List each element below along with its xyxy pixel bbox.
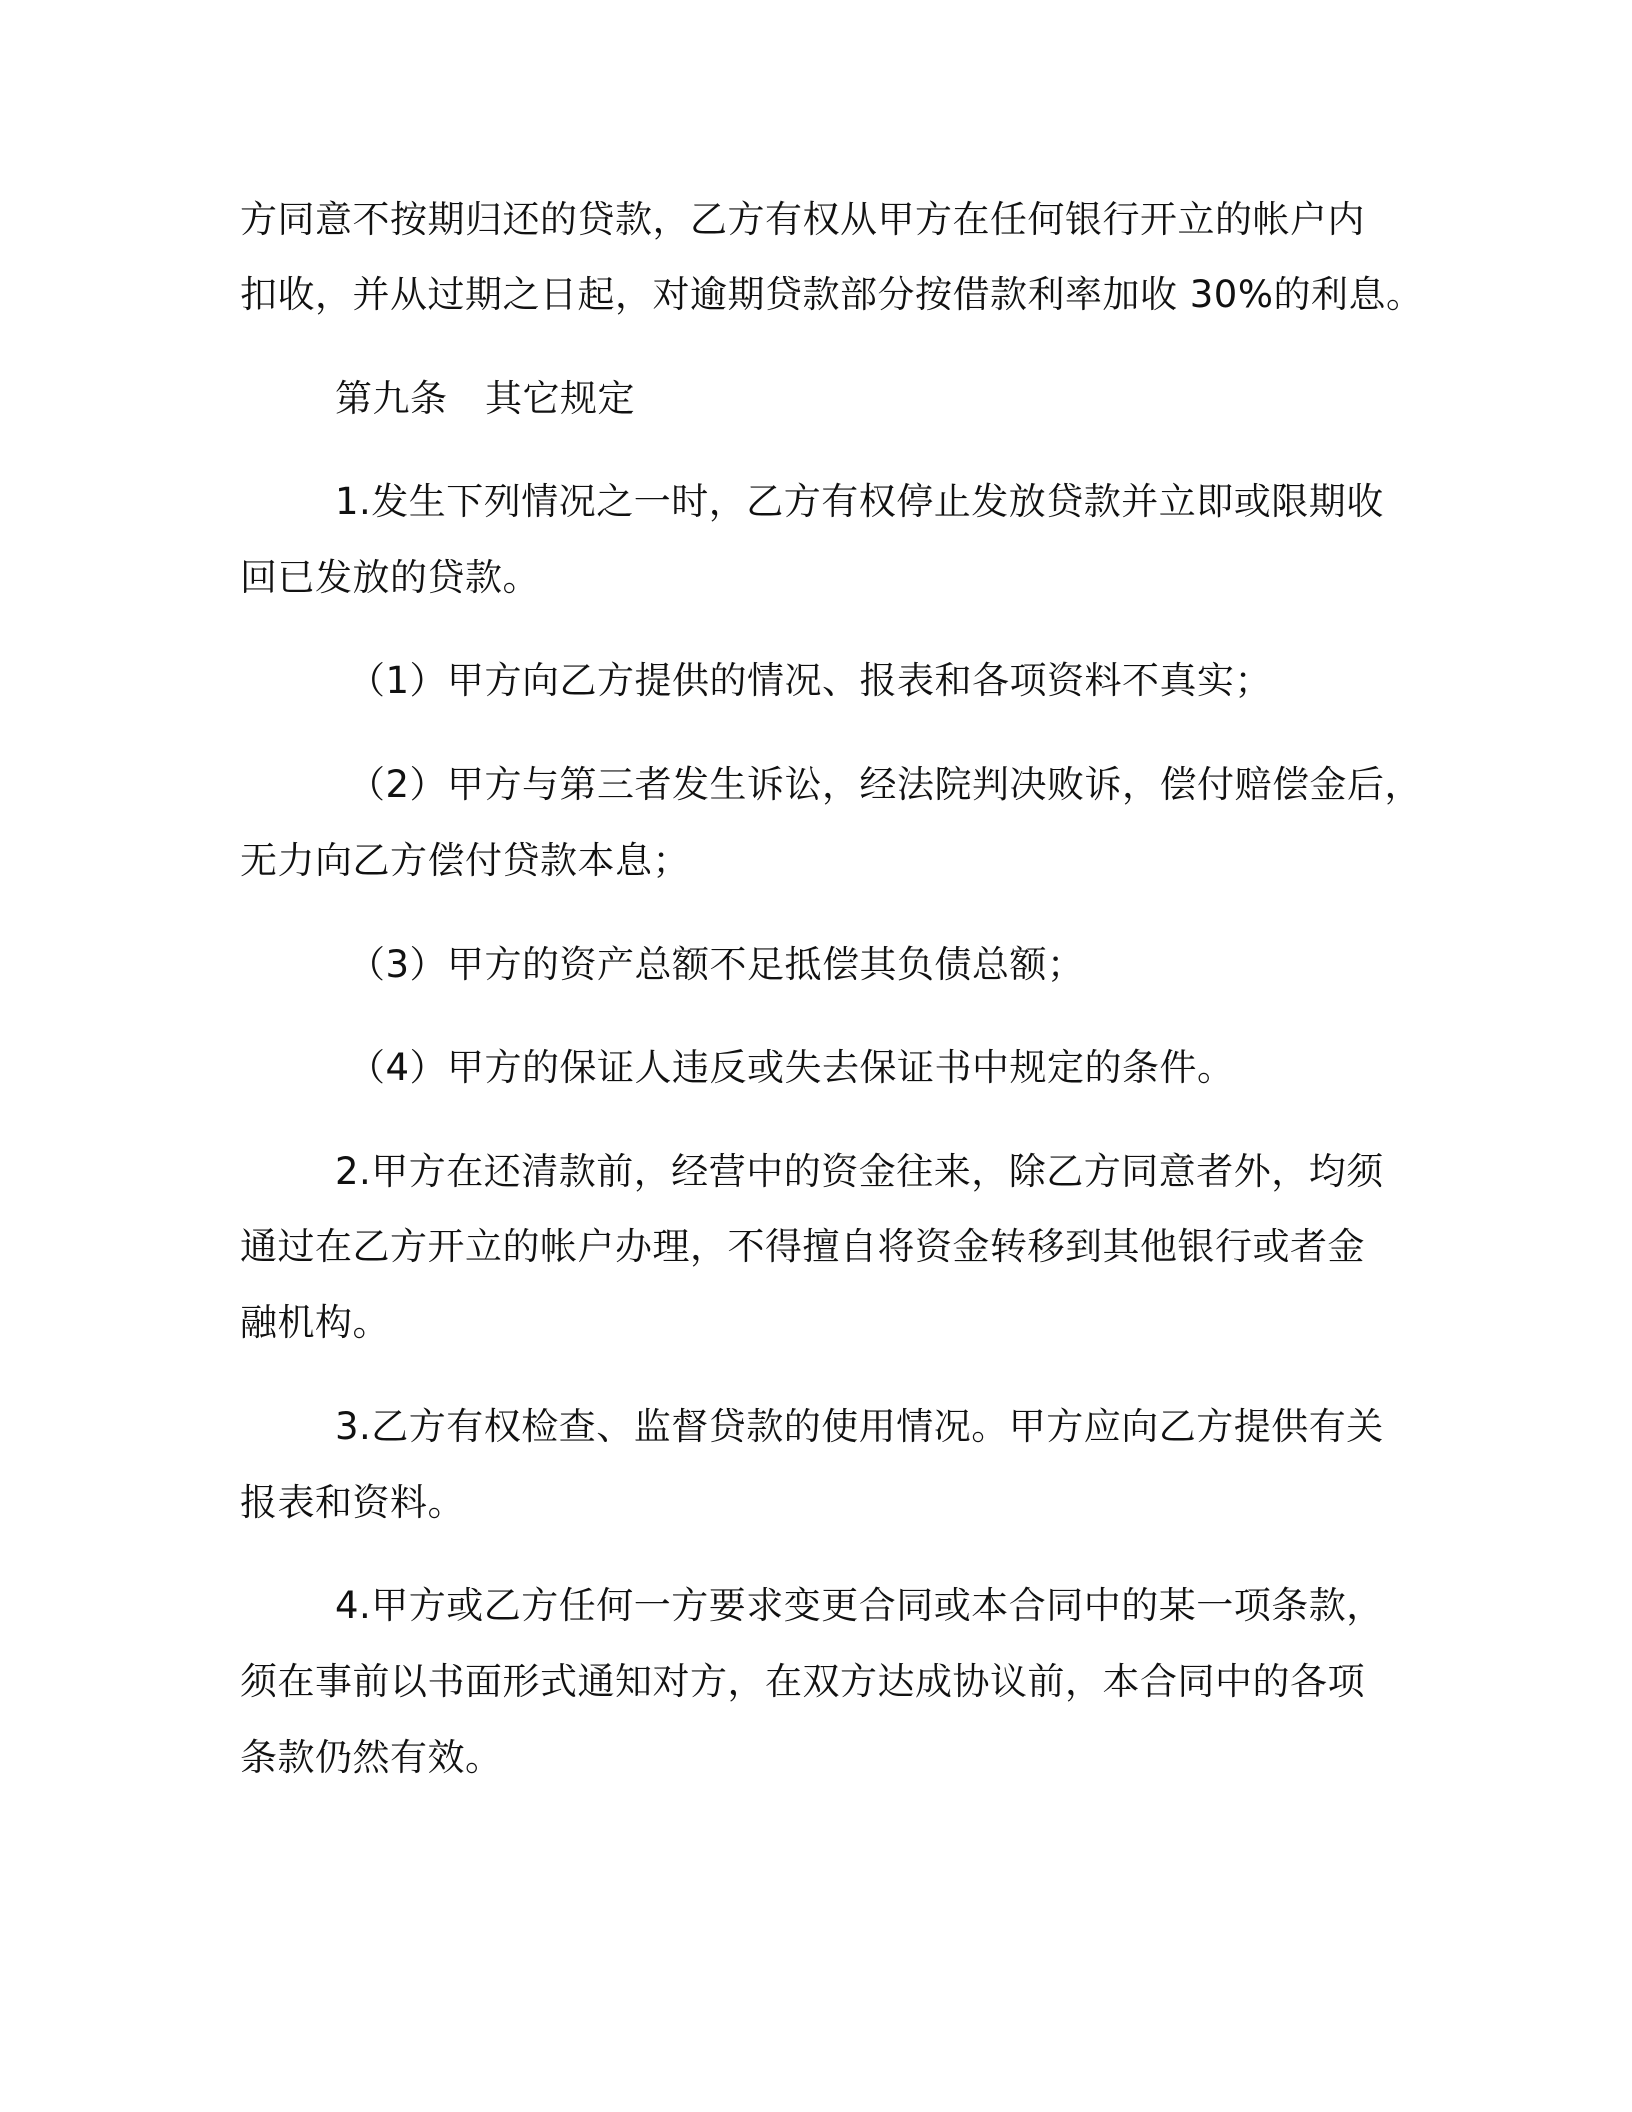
- text-line: 扣收，并从过期之日起，对逾期贷款部分按借款利率加收 30%的利息。: [240, 273, 1424, 316]
- list-item: （2）甲方与第三者发生诉讼，经法院判决败诉，偿付赔偿金后，: [348, 763, 1423, 806]
- list-item: （4）甲方的保证人违反或失去保证书中规定的条件。: [348, 1046, 1235, 1089]
- text-line: 无力向乙方偿付贷款本息；: [240, 839, 690, 882]
- list-item: （1）甲方向乙方提供的情况、报表和各项资料不真实；: [348, 659, 1273, 702]
- text-line: 4.甲方或乙方任何一方要求变更合同或本合同中的某一项条款，: [335, 1584, 1384, 1627]
- list-item: （3）甲方的资产总额不足抵偿其负债总额；: [348, 943, 1085, 986]
- text-line: 1.发生下列情况之一时，乙方有权停止发放贷款并立即或限期收: [335, 480, 1384, 523]
- text-line: 条款仍然有效。: [240, 1736, 503, 1779]
- text-line: 2.甲方在还清款前，经营中的资金往来，除乙方同意者外，均须: [335, 1150, 1384, 1193]
- text-line: 报表和资料。: [240, 1481, 465, 1524]
- text-line: 须在事前以书面形式通知对方，在双方达成协议前，本合同中的各项: [240, 1660, 1365, 1703]
- text-line: 融机构。: [240, 1301, 390, 1344]
- section-heading: 第九条 其它规定: [335, 377, 635, 420]
- text-line: 3.乙方有权检查、监督贷款的使用情况。甲方应向乙方提供有关: [335, 1405, 1384, 1448]
- text-line: 通过在乙方开立的帐户办理，不得擅自将资金转移到其他银行或者金: [240, 1225, 1365, 1268]
- text-line: 方同意不按期归还的贷款，乙方有权从甲方在任何银行开立的帐户内: [240, 198, 1365, 241]
- text-line: 回已发放的贷款。: [240, 556, 540, 599]
